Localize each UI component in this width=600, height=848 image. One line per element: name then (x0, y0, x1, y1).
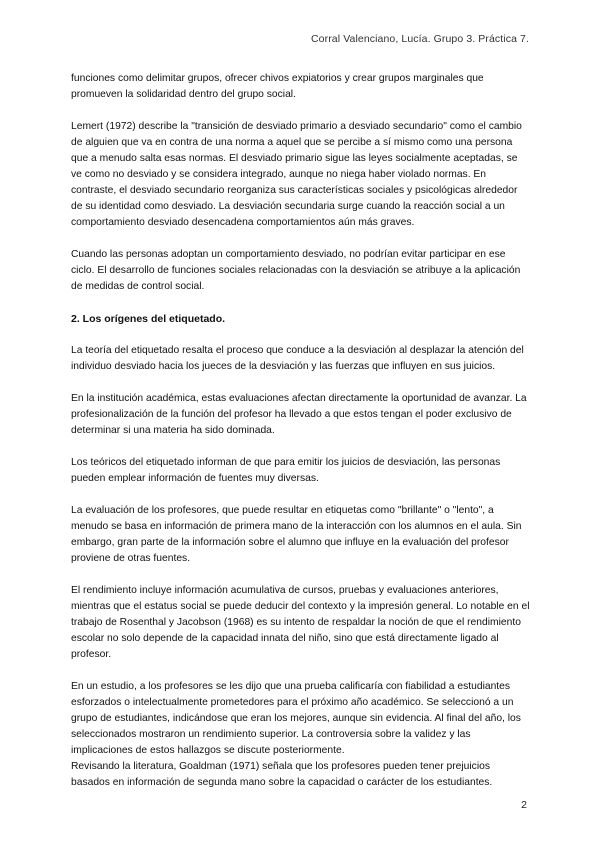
paragraph-study (71, 679, 531, 791)
paragraph-study-literature: Revisando la literatura, Goaldman (1971) señala que los profesores pueden tener prejuicios basados en información de segunda mano sobre la capacidad o carácter de los estudiantes. (71, 761, 493, 788)
paragraph-teacher-evaluation: La evaluación de los profesores, que puede resultar en etiquetas como "brillante" o "lento", a menudo se basa en información de primera mano de la interacción con los alumnos en el aula. Sin embargo, gran parte de la información sobre el alumno que influye en la evaluación del profesor proviene de otras fuentes. (71, 505, 522, 564)
paragraph-performance: El rendimiento incluye información acumulativa de cursos, pruebas y evaluaciones anteriores, mientras que el estatus social se puede deducir del contexto y la impresión general. Lo notable en el trabajo de Rosenthal y Jacobson (1968) es su intento de respaldar la noción de que el rendimiento escolar no solo depende de la capacidad innata del niño, sino que está directamente ligado al profesor. (71, 585, 530, 660)
paragraph-labeling-theory: La teoría del etiquetado resalta el proceso que conduce a la desviación al desplazar la atención del individuo desviado hacia los jueces de la desviación y las fuerzas que influyen en sus juicios. (71, 345, 524, 372)
paragraph-lemert: Lemert (1972) describe la "transición de desviado primario a desviado secundario" como el cambio de alguien que va en contra de una norma a aquel que se percibe a sí mismo como una persona que a menudo salta esas normas. El desviado primario sigue las leyes socialmente aceptadas, se ve como no desviado y se considera integrado, aunque no niega haber violado normas. En contraste, el desviado secundario reorganiza sus características sociales y psicológicas alrededor de su identidad como desviado. La desviación secundaria surge cuando la reacción social a un comportamiento desviado desencadena comportamientos aún más graves. (71, 121, 522, 228)
paragraph-sources: Los teóricos del etiquetado informan de que para emitir los juicios de desviación, las personas pueden emplear información de fuentes muy diversas. (71, 457, 501, 484)
paragraph-academic-institution: En la institución académica, estas evaluaciones afectan directamente la oportunidad de avanzar. La profesionalización de la función del profesor ha llevado a que estos tengan el poder exclusivo de determinar si una materia ha sido dominada. (71, 393, 527, 436)
paragraph-functions: funciones como delimitar grupos, ofrecer chivos expiatorios y crear grupos marginales que promueven la solidaridad dentro del grupo social. (71, 73, 484, 100)
page-number: 2 (521, 799, 527, 811)
paragraph-cycle: Cuando las personas adoptan un comportamiento desviado, no podrían evitar participar en ese ciclo. El desarrollo de funciones sociales relacionadas con la desviación se atribuye a la aplicación de medidas de control social. (71, 249, 521, 292)
section-heading: 2. Los orígenes del etiquetado. (71, 313, 226, 325)
running-head: Corral Valenciano, Lucía. Grupo 3. Práctica 7. (310, 33, 529, 45)
page-body (71, 71, 531, 791)
paragraph-study-main: En un estudio, a los profesores se les dijo que una prueba calificaría con fiabilidad a estudiantes esforzados o intelectualmente prometedores para el próximo año académico. Se seleccionó a un grupo de estudiantes, indicándose que eran los mejores, aunque sin evidencia. Al final del año, los seleccionados mostraron un rendimiento superior. La controversia sobre la validez y las implicaciones de estos hallazgos se discute posteriormente. (71, 681, 521, 756)
